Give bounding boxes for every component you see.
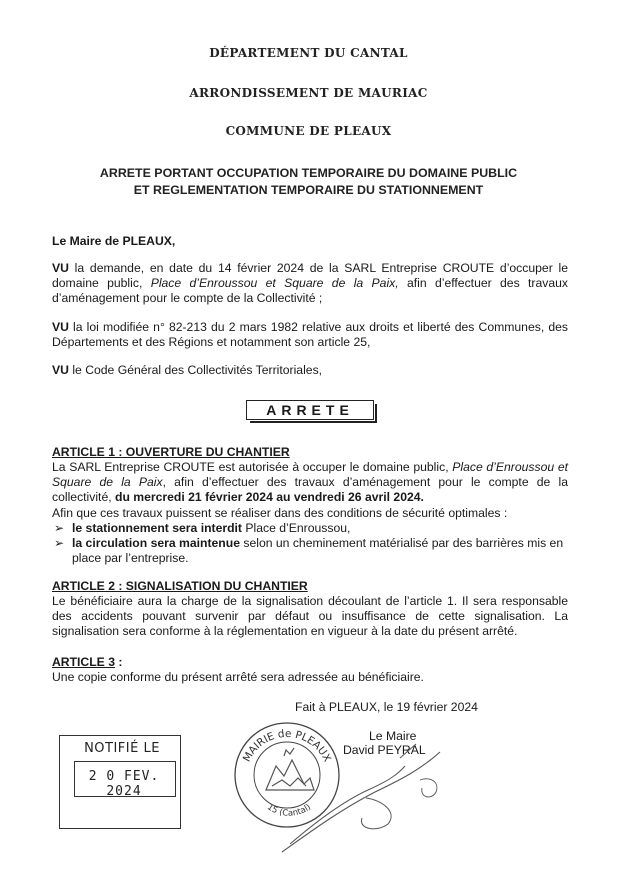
bullet-item bbox=[52, 536, 568, 566]
article2-text: Le bénéficiaire aura la charge de la signalisation découlant de l’article 1. Il sera responsable des accidents pouvant survenir par défaut ou insuffisance de cette signalisation. La signalisation sera conforme à la réglementation en vigueur à la date du présent arrêté. bbox=[52, 594, 568, 638]
vu1-text-b: afin d’effectuer des travaux d’aménagement pour le compte de la Collectivité ; bbox=[52, 276, 568, 305]
arrow-bullet-icon: ➢ bbox=[54, 536, 65, 550]
bullet1-bold: le stationnement sera interdit bbox=[72, 521, 242, 535]
departement-heading: DÉPARTEMENT DU CANTAL bbox=[209, 46, 408, 60]
document-title-line2: ET REGLEMENTATION TEMPORAIRE DU STATIONNEMENT bbox=[133, 183, 484, 197]
bullet-item bbox=[52, 521, 568, 536]
article3-heading-label: ARTICLE 3 bbox=[52, 655, 115, 669]
article1-dates: du mercredi 21 février 2024 au vendredi 26 avril 2024. bbox=[115, 490, 424, 504]
bullet2-bold: la circulation sera maintenue bbox=[72, 536, 240, 550]
article1-place: Place d’Enroussou et Square de la Paix bbox=[52, 460, 568, 489]
arrete-box: ARRETE bbox=[246, 400, 374, 420]
document-title-line1: ARRETE PORTANT OCCUPATION TEMPORAIRE DU DOMAINE PUBLIC bbox=[99, 166, 518, 180]
seal-text: MAIRIE de PLEAUX bbox=[240, 727, 334, 764]
article3-heading bbox=[52, 655, 568, 670]
handwritten-signature bbox=[270, 740, 490, 860]
vu-paragraph-1 bbox=[52, 261, 568, 306]
article3-colon: : bbox=[114, 655, 123, 669]
bullet1-rest: Place d’Enroussou, bbox=[242, 521, 351, 535]
intro-text: Le Maire de PLEAUX, bbox=[52, 234, 176, 248]
signature-role: Le Maire bbox=[369, 729, 417, 743]
vu-label: VU bbox=[52, 363, 69, 377]
article1-text bbox=[52, 460, 568, 505]
arrow-bullet-icon: ➢ bbox=[54, 521, 65, 535]
vu-label: VU bbox=[52, 261, 69, 275]
vu1-text-a: la demande, en date du 14 février 2024 de la SARL Entreprise CROUTE d’occuper le domaine public, bbox=[52, 261, 568, 290]
article2-heading: ARTICLE 2 : SIGNALISATION DU CHANTIER bbox=[52, 579, 308, 593]
notifie-label: NOTIFIÉ LE bbox=[84, 741, 160, 756]
signature-name: David PEYRAL bbox=[343, 743, 426, 757]
fait-a-line: Fait à PLEAUX, le 19 février 2024 bbox=[295, 700, 478, 714]
vu-paragraph-2 bbox=[52, 320, 568, 350]
commune-heading: COMMUNE DE PLEAUX bbox=[225, 124, 392, 138]
vu1-place: Place d’Enroussou et Square de la Paix, bbox=[150, 276, 399, 290]
vu-paragraph-3 bbox=[52, 363, 568, 378]
article3-text: Une copie conforme du présent arrêté sera adressée au bénéficiaire. bbox=[52, 670, 424, 684]
vu2-text: la loi modifiée n° 82-213 du 2 mars 1982 relative aux droits et liberté des Communes, des Départements et des Régions et notamment son article 25, bbox=[52, 320, 568, 349]
article1-heading: ARTICLE 1 : OUVERTURE DU CHANTIER bbox=[52, 445, 290, 459]
notifie-date: 2 0 FEV. 2024 bbox=[88, 769, 160, 799]
seal-subtext: 15 (Cantal) bbox=[265, 802, 314, 819]
arrondissement-heading: ARRONDISSEMENT DE MAURIAC bbox=[189, 86, 428, 100]
vu-label: VU bbox=[52, 320, 69, 334]
bullet2-rest: selon un cheminement matérialisé par des barrières mis en place par l’entreprise. bbox=[72, 536, 564, 565]
article1-conditions: Afin que ces travaux puissent se réaliser dans des conditions de sécurité optimales : bbox=[52, 506, 508, 520]
article1-text-b: , afin d’effectuer des travaux d’aménagement pour le compte de la collectivité, bbox=[52, 475, 568, 504]
vu3-text: le Code Général des Collectivités Territoriales, bbox=[68, 363, 323, 377]
article1-text-a: La SARL Entreprise CROUTE est autorisée à occuper le domaine public, bbox=[52, 460, 453, 474]
